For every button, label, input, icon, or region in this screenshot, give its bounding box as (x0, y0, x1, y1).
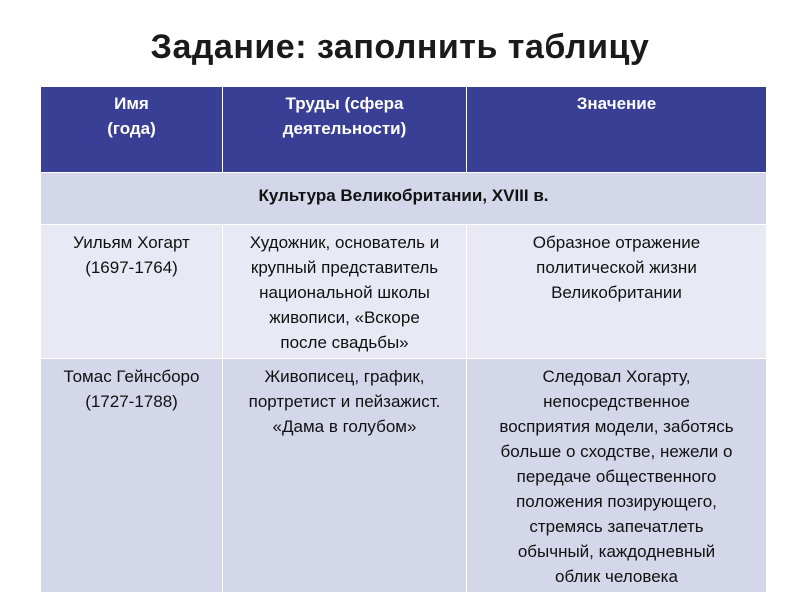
header-significance: Значение (467, 87, 767, 173)
table-row (41, 225, 767, 359)
section-label: Культура Великобритании, XVIII в. (41, 173, 767, 225)
header-works: Труды (сфера деятельности) (223, 87, 467, 173)
section-row (41, 173, 767, 225)
header-name-years: Имя (года) (41, 87, 223, 173)
cell-name: Уильям Хогарт (1697-1764) (41, 225, 223, 359)
task-table (40, 86, 767, 593)
cell-works: Живописец, график, портретист и пейзажист. «Дама в голубом» (223, 359, 467, 593)
cell-significance: Следовал Хогарту, непосредственное восприятия модели, заботясь больше о сходстве, нежели о передаче общественного положения позирующего, стремясь запечатлеть обычный, каждодневный облик человека (467, 359, 767, 593)
table-header-row (41, 87, 767, 173)
cell-significance: Образное отражение политической жизни Великобритании (467, 225, 767, 359)
cell-name: Томас Гейнсборо (1727-1788) (41, 359, 223, 593)
cell-works: Художник, основатель и крупный представитель национальной школы живописи, «Вскоре после свадьбы» (223, 225, 467, 359)
table-row (41, 359, 767, 593)
page-title: Задание: заполнить таблицу (150, 28, 650, 66)
